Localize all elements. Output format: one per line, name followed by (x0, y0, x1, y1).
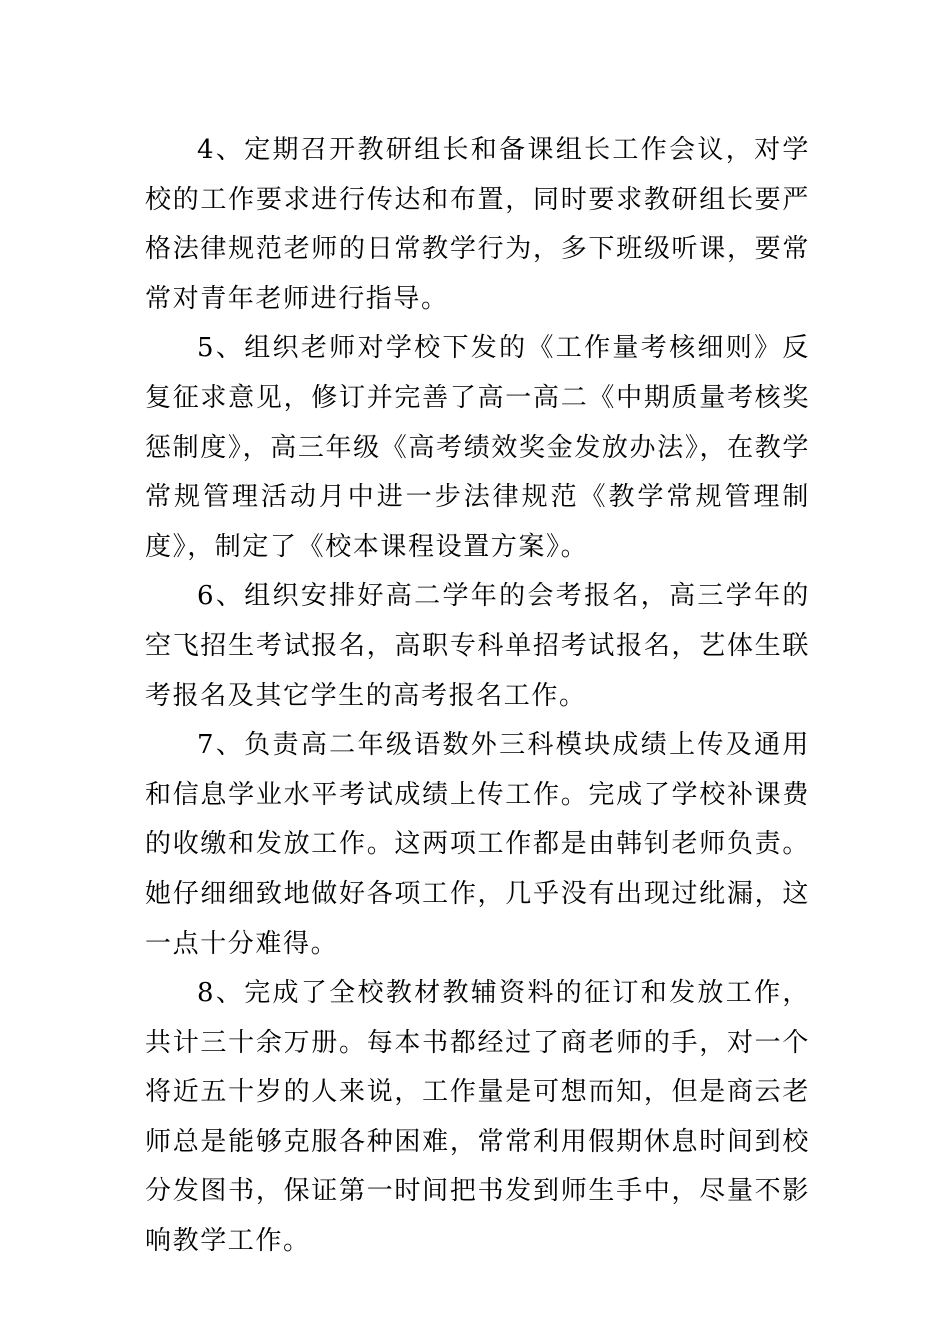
paragraph-item-6: 6、组织安排好高二学年的会考报名，高三学年的空飞招生考试报名，高职专科单招考试报名，艺体生联考报名及其它学生的高考报名工作。 (145, 581, 810, 711)
paragraph-item-5: 5、组织老师对学校下发的《工作量考核细则》反复征求意见，修订并完善了高一高二《中期质量考核奖惩制度》，高三年级《高考绩效奖金发放办法》，在教学常规管理活动月中进一步法律规范《教学常规管理制度》，制定了《校本课程设置方案》。 (145, 333, 810, 562)
paragraph-item-8: 8、完成了全校教材教辅资料的征订和发放工作，共计三十余万册。每本书都经过了商老师的手，对一个将近五十岁的人来说，工作量是可想而知，但是商云老师总是能够克服各种困难，常常利用假期休息时间到校分发图书，保证第一时间把书发到师生手中，尽量不影响教学工作。 (145, 978, 810, 1257)
document-body (145, 126, 810, 1267)
paragraph-item-7: 7、负责高二年级语数外三科模块成绩上传及通用和信息学业水平考试成绩上传工作。完成了学校补课费的收缴和发放工作。这两项工作都是由韩钊老师负责。她仔细细致地做好各项工作，几乎没有出现过纰漏，这一点十分难得。 (145, 730, 810, 959)
paragraph-item-4: 4、定期召开教研组长和备课组长工作会议，对学校的工作要求进行传达和布置，同时要求教研组长要严格法律规范老师的日常教学行为，多下班级听课，要常常对青年老师进行指导。 (145, 135, 810, 314)
